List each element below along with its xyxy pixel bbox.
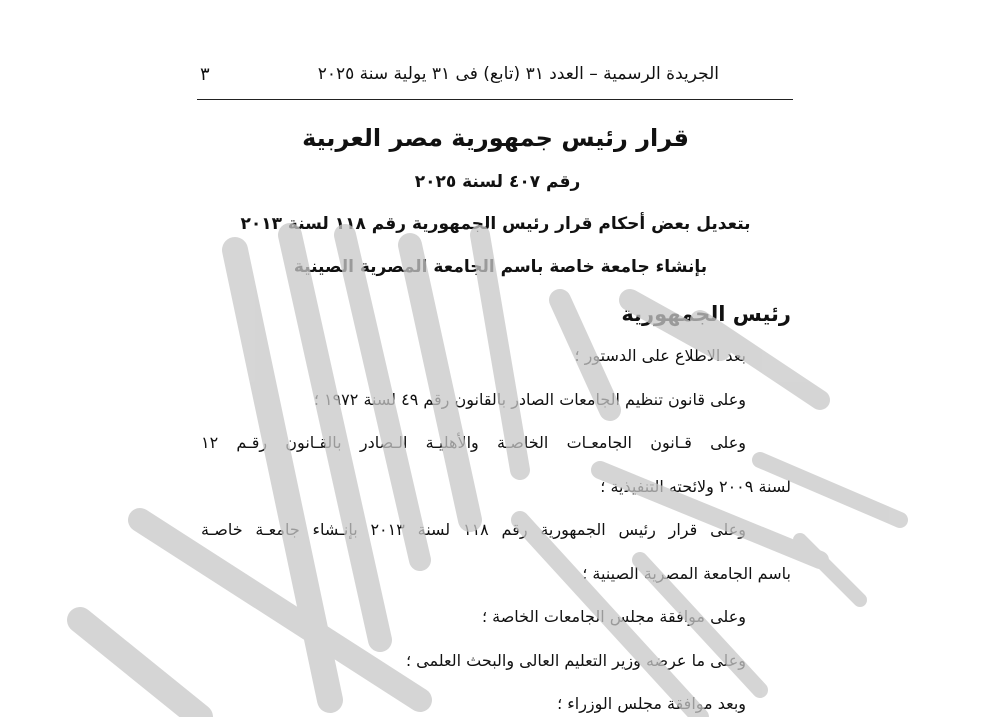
president-heading: رئيس الجمهورية [621,302,791,326]
decree-title: قرار رئيس جمهورية مصر العربية [302,124,689,152]
preamble-line-4: لسنة ٢٠٠٩ ولائحته التنفيذية ؛ [600,477,791,496]
preamble-line-5: وعلى قرار رئيس الجمهورية رقم ١١٨ لسنة ٢٠١٣ بإنـشاء جامعـة خاصـة [201,520,746,539]
preamble-line-1: بعد الاطلاع على الدستور ؛ [574,346,746,365]
preamble-line-3: وعلى قـانون الجامعـات الخاصـة والأهليـة الـصادر بالقـانون رقـم ١٢ [201,433,746,452]
page-number: ٣ [200,64,210,85]
header-divider [197,99,793,100]
preamble-line-8: وعلى ما عرضه وزير التعليم العالى والبحث العلمى ؛ [406,651,746,670]
preamble-line-7: وعلى موافقة مجلس الجامعات الخاصة ؛ [481,607,746,626]
preamble-line-2: وعلى قانون تنظيم الجامعات الصادر بالقانون رقم ٤٩ لسنة ١٩٧٢ ؛ [313,390,746,409]
decree-subject-line-1: بتعديل بعض أحكام قرار رئيس الجمهورية رقم ١١٨ لسنة ٢٠١٣ [240,214,751,234]
preamble-line-9: وبعد موافقة مجلس الوزراء ؛ [557,694,746,713]
decree-subject-line-2: بإنشاء جامعة خاصة باسم الجامعة المصرية الصينية [293,257,708,277]
decree-number: رقم ٤٠٧ لسنة ٢٠٢٥ [414,172,581,192]
gazette-header: الجريدة الرسمية – العدد ٣١ (تابع) فى ٣١ يولية سنة ٢٠٢٥ [317,64,719,84]
preamble-line-6: باسم الجامعة المصرية الصينية ؛ [582,564,791,583]
